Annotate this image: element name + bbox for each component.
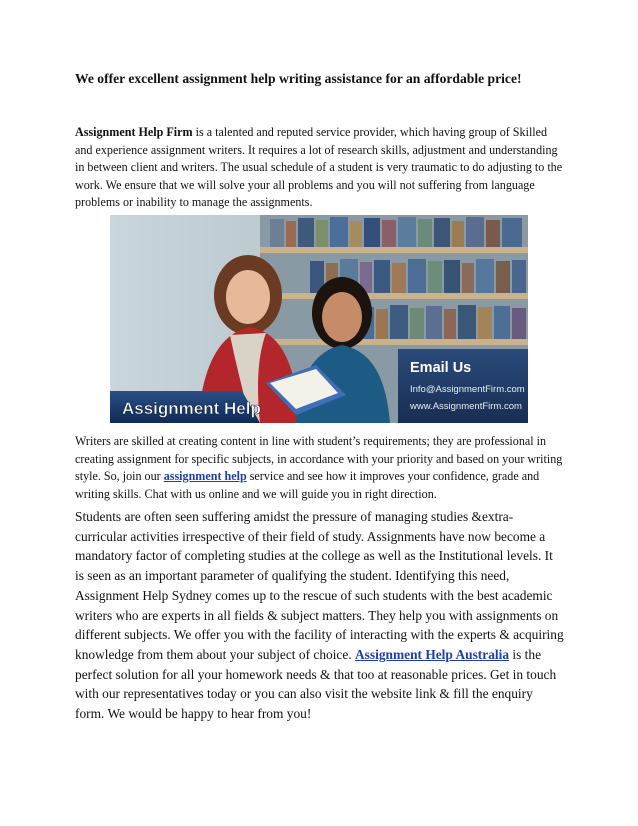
students-text-after: is the perfect solution for all your homework needs & that too at reasonable prices. Get in touch with our representatives today or you can also visit the website link & fill the enquiry form. We would be happy to hear from you! [75, 646, 557, 722]
assignment-help-link[interactable]: assignment help [163, 469, 247, 484]
page-headline: We offer excellent assignment help writing assistance for an affordable price! [75, 71, 522, 86]
banner-text: Assignment Help [122, 399, 261, 418]
writers-text-after: service and see how it improves your confidence, grade and writing skills. Chat with us online and we will guide you in right direction. [75, 469, 540, 501]
assignment-help-australia-link[interactable]: Assignment Help Australia [355, 646, 510, 662]
email-panel [398, 349, 528, 423]
writers-paragraph [75, 433, 563, 503]
students-paragraph [75, 507, 565, 724]
email-title: Email Us [410, 360, 472, 376]
promo-illustration [110, 215, 528, 423]
assignment-help-banner [110, 391, 261, 423]
brand-name: Assignment Help Firm [75, 125, 193, 139]
intro-text: is a talented and reputed service provider, which having group of Skilled and experience assignment writers. It requires a lot of research skills, adjustment and understanding in between client and writers. The usual schedule of a student is very traumatic to do adjusting to the work. We ensure that we will solve your all problems and you will not suffering from language problems or inability to manage the assignments. [75, 125, 563, 210]
promo-image [110, 215, 528, 423]
writers-text-before: Writers are skilled at creating content in line with student’s requirements; they are professional in creating assignment for specific subjects, in accordance with your priority and based on your writing style. So, join our [75, 434, 563, 484]
intro-paragraph [75, 124, 563, 212]
website-address: www.AssignmentFirm.com [410, 401, 522, 412]
students-text-before: Students are often seen suffering amidst the pressure of managing studies &extra-curricular activities irrespective of their field of study. Assignments have now become a mandatory factor of completing studies at the college as well as the Institutional levels. It is seen as an important parameter of qualifying the student. Identifying this need, Assignment Help Sydney comes up to the rescue of such students with the best academic writers who are experts in all fields & subject matters. They help you with assignments on different subjects. We offer you with the facility of interacting with the experts & acquiring knowledge from them about your subject of choice. [75, 509, 564, 662]
email-address: Info@AssignmentFirm.com [410, 384, 525, 395]
